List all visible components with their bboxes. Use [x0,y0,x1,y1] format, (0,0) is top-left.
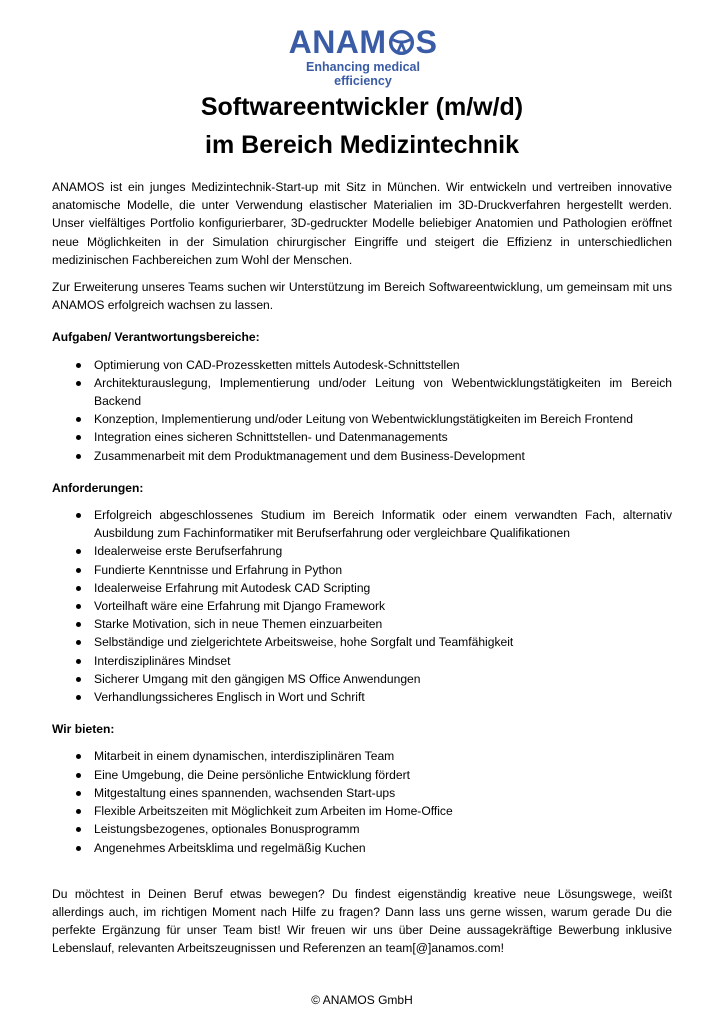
list-item: Konzeption, Implementierung und/oder Leitung von Webentwicklungstätigkeiten im Bereich Frontend [52,410,672,428]
list-item: Mitgestaltung eines spannenden, wachsenden Start-ups [52,784,672,802]
requirements-list [52,506,672,706]
list-item: Sicherer Umgang mit den gängigen MS Office Anwendungen [52,670,672,688]
list-item: Leistungsbezogenes, optionales Bonusprogramm [52,820,672,838]
intro-paragraph-2: Zur Erweiterung unseres Teams suchen wir Unterstützung im Bereich Softwareentwicklung, um gemeinsam mit uns ANAMOS erfolgreich wachsen zu lassen. [52,280,672,313]
page-title [40,88,684,164]
footer-copyright: © ANAMOS GmbH [311,993,413,1007]
list-item: Erfolgreich abgeschlossenes Studium im Bereich Informatik oder einem verwandten Fach, alternativ Ausbildung zum Fachinformatiker mit Berufserfahrung oder vergleichbare Qualifikationen [52,506,672,542]
tasks-list [52,356,672,465]
intro-paragraph: ANAMOS ist ein junges Medizintechnik-Start-up mit Sitz in München. Wir entwickeln und vertreiben innovative anatomische Modelle, die unter Verwendung elastischer Materialien im 3D-Druckverfahren hergestellt werden. Unser vielfältiges Portfolio konfigurierbarer, 3D-gedruckter Modelle beliebiger Anatomien und Pathologien eröffnet neue Möglichkeiten in der Simulation chirurgischer Eingriffe und steigert die Effizienz in unterschiedlichen medizinischen Fachbereichen zum Wohl der Menschen. [52,180,672,267]
list-item: Starke Motivation, sich in neue Themen einzuarbeiten [52,615,672,633]
list-item: Fundierte Kenntnisse und Erfahrung in Python [52,561,672,579]
job-description [52,178,672,967]
logo-wordmark [278,24,448,60]
list-item: Idealerweise erste Berufserfahrung [52,542,672,560]
list-item: Architekturauslegung, Implementierung und/oder Leitung von Webentwicklungstätigkeiten im Bereich Backend [52,374,672,410]
list-item: Flexible Arbeitszeiten mit Möglichkeit zum Arbeiten im Home-Office [52,802,672,820]
tasks-heading: Aufgaben/ Verantwortungsbereiche: [52,330,260,345]
offer-heading: Wir bieten: [52,722,115,737]
logo-text-right: S [415,24,438,60]
logo-o-symbol-icon [388,29,415,56]
list-item: Eine Umgebung, die Deine persönliche Entwicklung fördert [52,766,672,784]
list-item: Vorteilhaft wäre eine Erfahrung mit Django Framework [52,597,672,615]
list-item: Mitarbeit in einem dynamischen, interdisziplinären Team [52,747,672,765]
requirements-heading: Anforderungen: [52,480,144,495]
list-item: Zusammenarbeit mit dem Produktmanagement und dem Business-Development [52,447,672,465]
list-item: Idealerweise Erfahrung mit Autodesk CAD Scripting [52,579,672,597]
logo-text-left: ANAM [288,24,387,60]
list-item: Angenehmes Arbeitsklima und regelmäßig Kuchen [52,839,672,857]
title-line-1: Softwareentwickler (m/w/d) [200,93,524,121]
offer-list [52,747,672,856]
title-line-2: im Bereich Medizintechnik [205,131,519,159]
closing-paragraph: Du möchtest in Deinen Beruf etwas bewegen? Du findest eigenständig kreative neue Lösungswege, weißt allerdings auch, im richtigen Moment nach Hilfe zu fragen? Dann lass uns gerne wissen, warum gerade Du die perfekte Ergänzung für unser Team bist! Wir freuen wir uns über Deine aussagekräftige Bewerbung inklusive Lebenslauf, relevanten Arbeitszeugnissen und Referenzen an team[@]anamos.com! [52,886,672,956]
list-item: Verhandlungssicheres Englisch in Wort und Schrift [52,688,672,706]
anamos-logo [278,24,448,88]
list-item: Interdisziplinäres Mindset [52,652,672,670]
logo-tagline: Enhancing medical efficiency [306,60,420,88]
list-item: Integration eines sicheren Schnittstellen- und Datenmanagements [52,428,672,446]
list-item: Selbständige und zielgerichtete Arbeitsweise, hohe Sorgfalt und Teamfähigkeit [52,633,672,651]
list-item: Optimierung von CAD-Prozessketten mittels Autodesk-Schnittstellen [52,356,672,374]
